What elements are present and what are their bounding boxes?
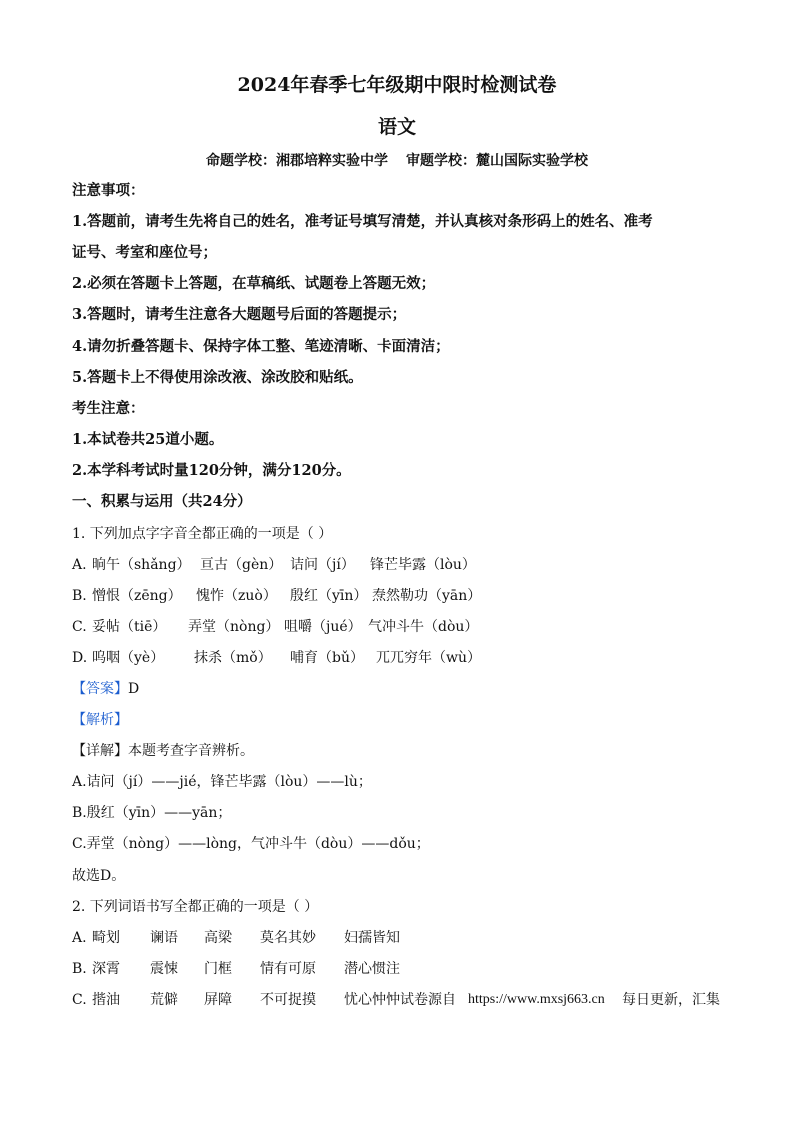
- answer-label: 【答案】: [72, 681, 128, 697]
- note-item: 3.答题时，请考生注意各大题题号后面的答题提示；: [72, 306, 407, 323]
- answer-value: D: [128, 681, 140, 697]
- exam-note-item: 1.本试卷共25道小题。: [72, 431, 224, 448]
- detail-text: 本题考查字音辨析。: [128, 743, 254, 759]
- note-item: 1.答题前，请考生先将自己的姓名，准考证号填写清楚，并认真核对条形码上的姓名、准考: [72, 213, 653, 230]
- section-heading: 一、积累与运用（共24分）: [72, 493, 252, 510]
- explanation-line: 故选D。: [72, 868, 126, 884]
- exam-note-item: 2.本学科考试时量120分钟，满分120分。: [72, 462, 351, 479]
- watermark-prefix: 试卷源自: [400, 992, 456, 1008]
- subject-title: 语文: [377, 116, 416, 138]
- analysis-label: 【解析】: [72, 712, 128, 728]
- explanation-line: C.弄堂（nòng）——lòng，气冲斗牛（dòu）——dǒu；: [72, 836, 430, 852]
- note-item: 5.答题卡上不得使用涂改液、涂改胶和贴纸。: [72, 369, 363, 386]
- note-item: 2.必须在答题卡上答题，在草稿纸、试题卷上答题无效；: [72, 275, 436, 292]
- note-item: 4.请勿折叠答题卡、保持字体工整、笔迹清晰、卡面清洁；: [72, 338, 450, 355]
- answer-line: [72, 679, 139, 699]
- exam-title: 2024年春季七年级期中限时检测试卷: [237, 74, 557, 96]
- watermark-url[interactable]: https://www.mxsj663.cn: [468, 992, 605, 1007]
- notes-heading: 注意事项：: [72, 182, 145, 199]
- watermark-suffix: 每日更新，汇集: [622, 992, 720, 1008]
- explanation-line: A.诘问（jí）——jié，锋芒毕露（lòu）——lù；: [72, 774, 372, 790]
- detail-label: 【详解】: [72, 743, 128, 759]
- explanation-line: B.殷红（yīn）——yān；: [72, 805, 232, 821]
- exam-page: 2024年春季七年级期中限时检测试卷 语文 命题学校：湘郡培粹实验中学 审题学校：麓山国际实验学校 注意事项： 1.答题前，请考生先将自己的姓名，准考证号填写清楚，并认真核对条形码上的姓名、准考 证号、考室和座位号； 2.必须在答题卡上答题，在草稿纸、试题卷上答题无效； 3.答题时，请考生注意各大题题号后面的答题提示； 4.请勿折叠答题卡、保持字体工整、笔迹清晰、卡面清洁； 5.答题卡上不得使用涂改液、涂改胶和贴纸。 考生注意： 1.本试卷共25道小题。 2.本学科考试时量120分钟，满分120分。 一、积累与运用（共24分） 1. 下列加点字字音全都正确的一项是（ ） A. 晌午（shǎng） 亘古（gèn） 诘问（jí） 锋芒毕露（lòu） B. 憎恨（zēng） 愧怍（zuò） 殷红（yīn） 焘然勒功（yān） C. 妥帖（tiē） 弄堂（nòng） 咀嚼（jué） 气冲斗牛（dòu） D. 呜咽（yè） 抹杀（mǒ） 哺育（bǔ） 兀兀穷年（wù） 【答案】D 【解析】 【详解】本题考查字音辨析。 A.诘问（jí）——jié，锋芒毕露（lòu）——lù； B.殷红（yīn）——yān； C.弄堂（nòng）——lòng，气冲斗牛（dòu）——dǒu； 故选D。 2. 下列词语书写全都正确的一项是（ ） A. 畸划 谰语 高梁 莫名其妙 妇孺皆知 B. 深霄 震悚 门框 情有可原 潜心惯注 C. 揩油 荒僻 屏障 不可捉摸 忧心忡忡 试卷源自 https://www.mxsj663.cn 每日更新，汇集: [0, 0, 794, 1123]
- proposer-school: 命题学校：湘郡培粹实验中学: [206, 153, 388, 169]
- detail-line: [72, 741, 254, 761]
- question-2-stem: 2. 下列词语书写全都正确的一项是（ ）: [72, 899, 319, 915]
- exam-notes-heading: 考生注意：: [72, 400, 145, 417]
- note-item: 证号、考室和座位号；: [72, 244, 217, 261]
- question-1-stem: 1. 下列加点字字音全都正确的一项是（ ）: [72, 526, 333, 542]
- q2-option-c-partial: 忧心忡忡: [344, 992, 400, 1008]
- reviewer-school: 审题学校：麓山国际实验学校: [406, 153, 588, 169]
- school-info: [0, 150, 794, 170]
